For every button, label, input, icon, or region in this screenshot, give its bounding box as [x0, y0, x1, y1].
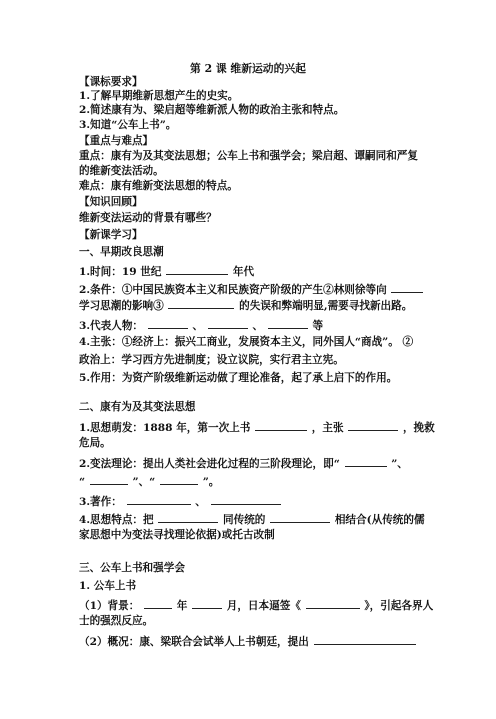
keypoint-line-2: 的维新变法活动。: [79, 165, 164, 177]
page-title: 第 2 课 维新运动的兴起: [190, 62, 306, 75]
keypoint-line-1: 重点：康有为及其变法思想；公车上书和强学会；梁启超、谭嗣同和严复: [79, 150, 418, 162]
curriculum-item-2: 2.简述康有为、梁启超等维新派人物的政治主张和特点。: [79, 104, 345, 116]
item-b3-works: 3.著作： 、: [79, 494, 282, 509]
blank-field[interactable]: [270, 512, 330, 523]
blank-field[interactable]: [268, 318, 308, 329]
blank-field[interactable]: [127, 494, 191, 505]
item-3-representatives: 3.代表人物： 、 、 等: [79, 320, 324, 332]
item-2-conditions-cont: 学习思潮的影响③ 的失误和弊端明显,需要寻找新出路。: [79, 300, 413, 312]
blank-field[interactable]: [211, 494, 281, 505]
difficulty-line: 难点：康有维新变法思想的特点。: [79, 180, 238, 192]
blank-field[interactable]: [168, 298, 234, 309]
item-c3-overview: （2）概况：康、梁联合会试举人上书朝廷，提出: [79, 634, 417, 649]
item-b1-origin-cont: 危局。: [79, 437, 111, 449]
curriculum-item-3: 3.知道“公车上书”。: [79, 119, 177, 131]
blank-field[interactable]: [90, 474, 128, 485]
blank-field[interactable]: [160, 474, 198, 485]
item-b2-theory: 2.变法理论：提出人类社会进化过程的三阶段理论，即“ ”、: [79, 458, 408, 470]
blank-field[interactable]: [208, 318, 248, 329]
section-curriculum-heading: 【课标要求】: [79, 76, 143, 88]
blank-field[interactable]: [148, 318, 188, 329]
heading-part-3: 三、公车上书和强学会: [79, 562, 185, 574]
blank-field[interactable]: [345, 456, 387, 467]
item-5-effect: 5.作用：为资产阶级维新运动做了理论准备，起了承上启下的作用。: [79, 372, 398, 384]
blank-field[interactable]: [166, 264, 228, 275]
item-b2-theory-cont: “ ”、“ ”。: [79, 476, 220, 488]
blank-field[interactable]: [192, 598, 222, 609]
blank-field[interactable]: [306, 598, 360, 609]
blank-field[interactable]: [158, 512, 218, 523]
item-4-propositions: 4.主张：①经济上：振兴工商业，发展资本主义，同外国人“商战”。 ②: [79, 336, 414, 348]
curriculum-item-1: 1.了解早期维新思想产生的史实。: [79, 90, 239, 102]
blank-field[interactable]: [391, 282, 423, 293]
heading-part-1: 一、早期改良思潮: [79, 246, 164, 258]
item-b4-features-cont: 家思想中为变法寻找理论依据)或托古改制: [79, 529, 275, 541]
section-newlesson-heading: 【新课学习】: [79, 229, 143, 241]
item-c2-background: （1）背景： 年 月，日本逼签《 》，引起各界人: [79, 600, 434, 612]
item-1-time: 1.时间：19 世纪 年代: [79, 266, 255, 278]
blank-field[interactable]: [348, 420, 398, 431]
review-question: 维新变法运动的背景有哪些？: [79, 212, 217, 224]
item-2-conditions: 2.条件：①中国民族资本主义和民族资产阶级的产生②林则徐等向: [79, 282, 424, 297]
blank-field[interactable]: [144, 598, 172, 609]
blank-field[interactable]: [314, 634, 416, 645]
section-review-heading: 【知识回顾】: [79, 196, 143, 208]
section-keypoints-heading: 【重点与难点】: [79, 135, 154, 147]
item-b1-origin: 1.思想萌发：1888 年，第一次上书 ，主张 ，挽救: [79, 422, 435, 434]
item-4-propositions-cont: 政治上：学习西方先进制度；设立议院，实行君主立宪。: [79, 354, 344, 366]
item-c2-background-cont: 士的强烈反应。: [79, 615, 154, 627]
item-c1-title: 1. 公车上书: [79, 580, 137, 592]
heading-part-2: 二、康有为及其变法思想: [79, 401, 196, 413]
item-b4-features: 4.思想特点：把 同传统的 相结合(从传统的儒: [79, 514, 425, 526]
blank-field[interactable]: [255, 420, 307, 431]
